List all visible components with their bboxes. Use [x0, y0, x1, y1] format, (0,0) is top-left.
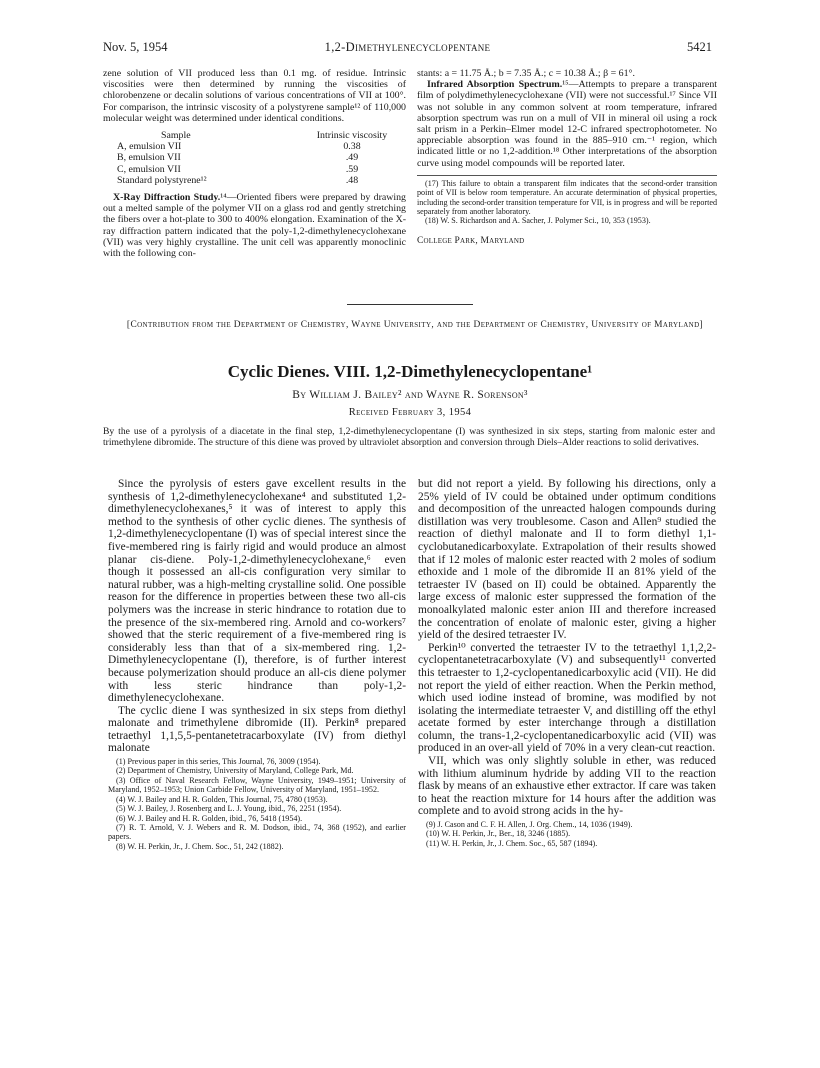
table-header-row [117, 130, 407, 141]
footnote: (5) W. J. Bailey, J. Rosenberg and L. J. Young, ibid., 76, 2251 (1954). [116, 804, 342, 814]
table-cell: .48 [345, 174, 359, 186]
running-head [103, 40, 712, 58]
xray-text: ¹⁴—Oriented fibers were prepared by drawing out a melted sample of the polymer VII on a glass rod and gently stretching the fibers over a hot-plate to 300 to 400% elongation. Examination of the X-ray diffraction pattern indicated that the poly-1,2-dimethylenecyclohexane (VII) was very highly crystalline. The unit cell was apparently monoclinic with the following con- [103, 192, 406, 260]
unit-cell-constants: stants: a = 11.75 Å.; b = 7.35 Å.; c = 10.38 Å.; β = 61°. [417, 68, 635, 79]
table-cell: A, emulsion VII [117, 141, 182, 153]
body-paragraph: Perkin¹⁰ converted the tetraester IV to the tetraethyl 1,1,2,2-cyclopentanetetracarboxylate (V) and subsequently¹¹ converted this tetraester to 1,2-cyclopentanedicarboxylic acid (VII). He did not report the yield of either reaction. When the Perkin method, which used iodine instead of bromine, was modified by not isolating the intermediate tetraester V, and distilling off the ethyl acetate formed by ester interchange through a distillation column, the trans-1,2-cyclopentanedicarboxylic acid (VII) was produced in an over-all yield of 70% in a very clean-cut reaction. [418, 641, 716, 755]
body-left-column [108, 478, 406, 851]
infrared-text: ¹⁵—Attempts to prepare a transparent film of polydimethylenecyclohexane (VII) were not successful.¹⁷ Since VII was not soluble in any common solvent at room temperature, infrared absorption spectrum was run on a mull of VII in mineral oil using a rock salt prism in a Perkin–Elmer model 12-C infrared spectrophotometer. No appreciable absorption was found in the 885–910 cm.⁻¹ region, which indicated little or no 1,2-addition.¹⁸ Other interpretations of the absorption curve using model compounds will be reported later. [417, 79, 717, 169]
xray-paragraph [103, 192, 406, 259]
footnote: (1) Previous paper in this series, This Journal, 76, 3009 (1954). [116, 757, 321, 767]
footnote: (10) W. H. Perkin, Jr., Ber., 18, 3246 (1885). [426, 829, 571, 839]
contribution-line: [Contribution from the Department of Chemistry, Wayne University, and the Department of Chemistry, University of Maryland] [126, 320, 704, 330]
footnote: (6) W. J. Bailey and H. R. Golden, ibid., 76, 5418 (1954). [116, 813, 303, 823]
running-head-title: 1,2-Dimethylenecyclopentane [324, 40, 491, 54]
body-paragraph: The cyclic diene I was synthesized in six steps from diethyl malonate and trimethylene dibromide (II). Perkin⁸ prepared tetraethyl 1,1,5,5-pentanetetracarboxylate (IV) from diethyl malonate [108, 704, 406, 755]
abstract: By the use of a pyrolysis of a diacetate in the final step, 1,2-dimethylenecyclopentane (I) was synthesized in six steps, starting from malonic ester and trimethylene dibromide. The structure of this diene was proved by ultraviolet absorption and conversion through Diels–Alder reactions to solid derivatives. [103, 426, 715, 448]
viscosity-table [117, 130, 407, 186]
xray-heading: X-Ray Diffraction Study. [113, 192, 221, 204]
footnote-17: (17) This failure to obtain a transparent film indicates that the second-order transition point of VII is below room temperature. An accurate determination of physical properties, including the second-order transition temperature for VII, is in progress and will be reported separately from another laboratory. [417, 178, 717, 217]
footnote: (7) R. T. Arnold, V. J. Webers and R. M. Dodson, ibid., 74, 368 (1952), and earlier papers. [108, 822, 406, 842]
footnote: (3) Office of Naval Research Fellow, Wayne University, 1949–1951; University of Maryland, 1952–1953; Union Carbide Fellow, University of Maryland, 1951–1952. [108, 775, 406, 795]
table-row [117, 164, 407, 175]
table-cell: C, emulsion VII [117, 163, 181, 175]
table-row [117, 152, 407, 163]
footnotes-right [418, 820, 716, 848]
prev-article-right-column [417, 68, 717, 246]
table-cell: 0.38 [343, 141, 361, 153]
running-head-date: Nov. 5, 1954 [103, 40, 168, 54]
article-title: Cyclic Dienes. VIII. 1,2-Dimethylenecyclopentane¹ [227, 362, 593, 381]
footnote: (9) J. Cason and C. F. H. Allen, J. Org. Chem., 14, 1036 (1949). [426, 820, 633, 830]
body-paragraph: Since the pyrolysis of esters gave excellent results in the synthesis of 1,2-dimethylenecyclohexane⁴ and substituted 1,2-dimethylenecyclohexanes,⁵ it was of interest to apply this method to the synthesis of other cyclic dienes. The synthesis of 1,2-dimethylenecyclopentane (I) was of special interest since the five-membered ring is fairly rigid and would produce an almost planar cis-diene. Poly-1,2-dimethylenecyclohexane,⁶ even though it possessed an all-cis configuration very similar to natural rubber, was a high-melting crystalline solid. One possible reason for the difference in properties between these two all-cis polymers was the increase in steric hindrance to rotation due to the presence of the six-membered ring. Arnold and co-workers⁷ showed that the steric requirement of a five-membered ring is considerably less than that of a six-membered ring. 1,2-Dimethylenecyclopentane (I), therefore, is of further interest because polymerization should produce an all-cis diene polymer with less steric hindrance than poly-1,2-dimethylenecyclohexane. [108, 478, 406, 705]
page-number: 5421 [687, 40, 712, 54]
viscosity-paragraph: zene solution of VII produced less than 0.1 mg. of residue. Intrinsic viscosities were then determined by running the viscosities of chlorobenzene or decalin solutions of various concentrations of VII at 100°. For comparison, the intrinsic viscosity of a polystyrene sample¹² of 110,000 molecular weight was determined under identical conditions. [103, 68, 406, 124]
table-cell: B, emulsion VII [117, 152, 181, 164]
table-header-viscosity: Intrinsic viscosity [316, 130, 388, 142]
footnote: (11) W. H. Perkin, Jr., J. Chem. Soc., 65, 587 (1894). [426, 838, 598, 848]
footnote: (4) W. J. Bailey and H. R. Golden, This Journal, 75, 4780 (1953). [116, 794, 328, 804]
footnote: (8) W. H. Perkin, Jr., J. Chem. Soc., 51, 242 (1882). [116, 841, 284, 851]
article-authors: By William J. Bailey² and Wayne R. Sorenson³ [292, 389, 528, 401]
body-paragraph: VII, which was only slightly soluble in ether, was reduced with lithium aluminum hydride by adding VII to the reaction flask by means of an exhaustive ether extractor. If care was taken to heat the reaction mixture for 14 hours after the addition was complete and to avoid strong acids in the hy- [418, 755, 716, 818]
table-row [117, 141, 407, 152]
footnote-rule [417, 175, 717, 176]
table-header-sample: Sample [161, 130, 191, 142]
infrared-paragraph [417, 79, 717, 169]
footnote-18: (18) W. S. Richardson and A. Sacher, J. Polymer Sci., 10, 353 (1953). [425, 216, 651, 226]
article-divider [347, 304, 473, 305]
footnote: (2) Department of Chemistry, University of Maryland, College Park, Md. [116, 766, 354, 776]
received-date: Received February 3, 1954 [348, 407, 472, 418]
body-paragraph: but did not report a yield. By following his directions, only a 25% yield of IV could be obtained under optimum conditions and decomposition of the unreacted halogen compounds during distillation was very troublesome. Cason and Allen⁹ studied the reaction of diethyl malonate and II to form diethyl 1,1-cyclobutanedicarboxylate. Extrapolation of their results showed that if 12 moles of malonic ester reacted with 2 moles of sodium ethoxide and 1 mole of the dibromide II an 81% yield of the tetraester IV (based on II) could be obtained. Apparently the large excess of malonic ester suppressed the formation of the monoalkylated malonic ester anion III and therefore increased the concentration of enolate of malonic ester, giving a higher yield of the desired tetraester IV. [418, 478, 716, 642]
prev-article-left-column [103, 68, 406, 259]
college-park-dateline: College Park, Maryland [417, 235, 525, 246]
table-cell: .49 [345, 152, 359, 164]
table-cell: Standard polystyrene¹² [117, 174, 207, 186]
table-cell: .59 [345, 163, 359, 175]
infrared-heading: Infrared Absorption Spectrum. [427, 79, 563, 91]
table-row [117, 175, 407, 186]
body-right-column [418, 478, 716, 848]
footnotes-left [108, 757, 406, 851]
